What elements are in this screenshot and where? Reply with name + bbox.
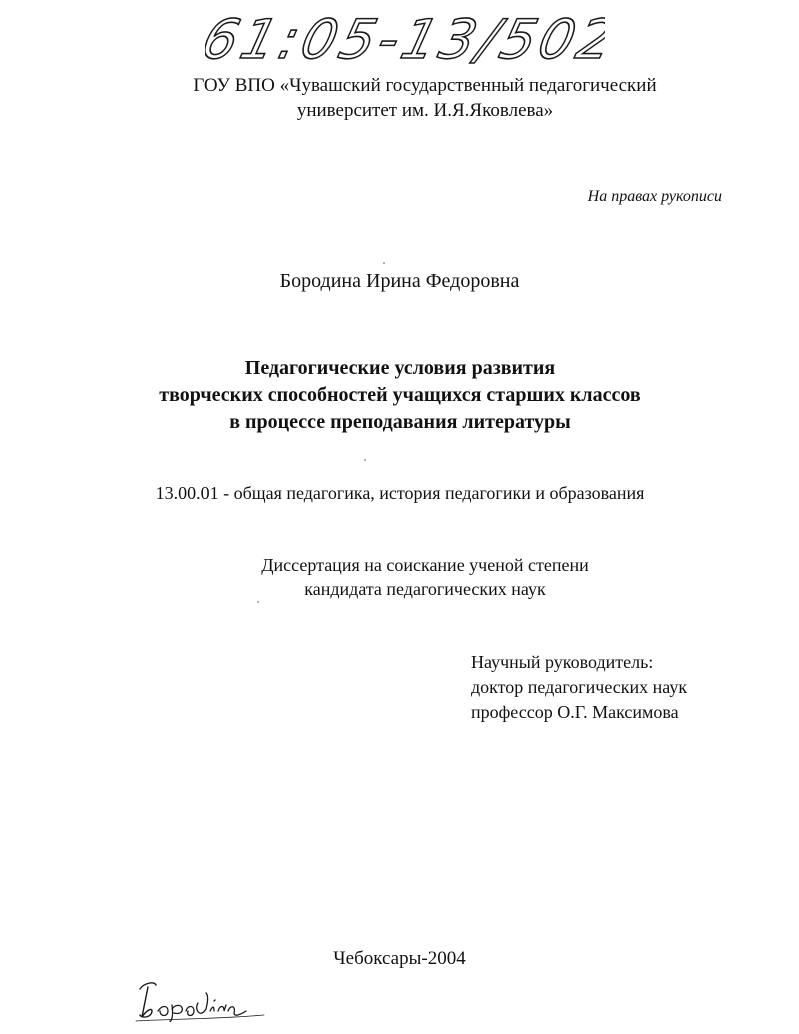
scan-speck [364,459,366,461]
degree-line-1: Диссертация на соискание ученой степени [261,555,589,575]
signature-drawing [130,975,270,1025]
supervisor-block [471,650,687,725]
scan-speck [257,601,259,603]
scan-speck [383,262,385,264]
degree-line-2: кандидата педагогических наук [304,579,546,599]
specialty-code: 13.00.01 - общая педагогика, история педагогики и образования [155,483,645,503]
author-name: Бородина Ирина Федоровна [279,270,520,292]
thesis-title-line-2: творческих способностей учащихся старших классов [159,384,641,406]
degree-block [100,553,750,601]
institution-line-2: университет им. И.Я.Яковлева» [296,100,554,121]
archive-code-text: 61:05-13/502 [205,7,605,70]
thesis-title-line-1: Педагогические условия развития [244,357,556,379]
author-signature [130,975,270,1025]
thesis-title-line-3: в процессе преподавания литературы [229,411,571,433]
handwritten-archive-code [205,2,605,70]
supervisor-degree: доктор педагогических наук [471,677,688,697]
city-year: Чебоксары-2004 [333,948,466,969]
signature-underline [136,1015,264,1021]
institution-block [100,73,750,123]
handwritten-code-drawing [205,2,605,70]
supervisor-name: профессор О.Г. Максимова [471,702,679,722]
manuscript-rights-note: На правах рукописи [587,188,722,205]
institution-line-1: ГОУ ВПО «Чувашский государственный педагогический [193,75,657,96]
supervisor-label: Научный руководитель: [471,652,654,672]
thesis-title [60,355,740,436]
signature-initial-stroke [140,983,156,1017]
